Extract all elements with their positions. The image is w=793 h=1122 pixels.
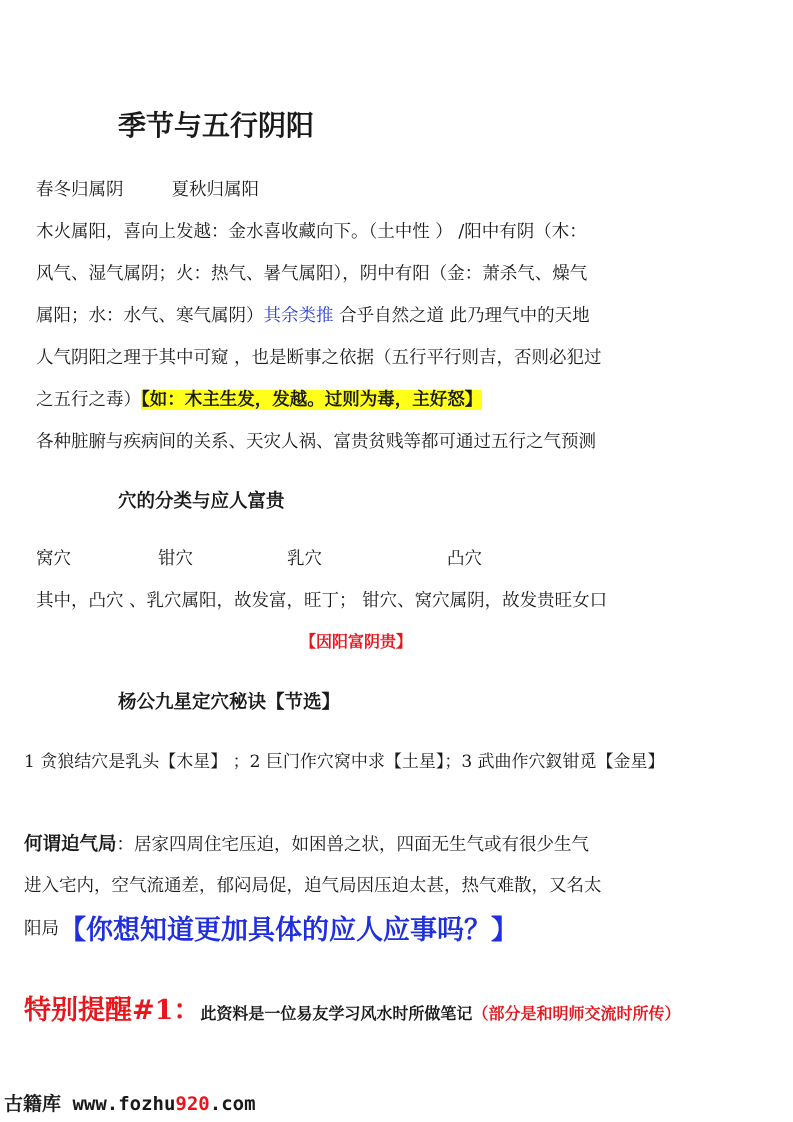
highlight-note: 【如：木主生发，发越。过则为毒，主好怒】 — [141, 390, 483, 410]
nine-stars-line: 1 贪狼结穴是乳头【木星】 ；2 巨门作穴窝中求【土星】；3 武曲作穴釵钳觅【金星】 — [24, 752, 665, 772]
site-suffix: .com — [209, 1093, 256, 1115]
season-yang: 夏秋归属阳 — [171, 180, 259, 200]
paragraph-line: 其中，凸穴 、乳穴属阳，故发富，旺丁； 钳穴、窝穴属阴，故发贵旺女口 — [36, 591, 608, 611]
paragraph-line: 风气、湿气属阴；火：热气、暑气属阳），阴中有阳（金：萧杀气、燥气 — [36, 264, 588, 284]
reminder-line — [24, 988, 680, 1027]
paragraph-line — [24, 830, 589, 856]
reminder-label: 特别提醒#1： — [24, 995, 201, 1026]
reminder-text: 此资料是一位易友学习风水时所做笔记 — [200, 1004, 473, 1023]
watermark-footer — [4, 1089, 256, 1116]
cave-type: 窝穴 — [36, 549, 71, 569]
paragraph-line: 人气阴阳之理于其中可窥 ，也是断事之依据（五行平行则吉，否则必犯过 — [36, 348, 602, 368]
paragraph-line — [24, 908, 518, 947]
paragraph-line — [36, 386, 482, 411]
cave-type: 钳穴 — [158, 549, 193, 569]
term-label: 何谓迫气局 — [24, 834, 117, 855]
paragraph-line: 各种脏腑与疾病间的关系、天灾人祸、富贵贫贱等都可通过五行之气预测 — [36, 432, 596, 452]
cave-type: 乳穴 — [287, 549, 322, 569]
paragraph-line — [36, 302, 590, 327]
paragraph-line: 木火属阳，喜向上发越：金水喜收藏向下。（土中性 ） /阳中有阴（木： — [36, 222, 587, 242]
promo-question: 【你想知道更加具体的应人应事吗？】 — [59, 915, 518, 946]
paragraph-text: ：居家四周住宅压迫，如困兽之状，四面无生气或有很少生气 — [116, 835, 590, 855]
reminder-note: （部分是和明师交流时所传） — [472, 1004, 681, 1023]
paragraph-text: 阳局 — [24, 919, 59, 939]
section-heading: 穴的分类与应人富贵 — [118, 491, 285, 512]
section-heading: 杨公九星定穴秘诀【节选】 — [118, 692, 341, 713]
paragraph-text: 之五行之毒） — [36, 390, 141, 410]
page-title: 季节与五行阴阳 — [118, 109, 315, 142]
season-yin: 春冬归属阴 — [36, 180, 124, 200]
brand-name: 古籍库 — [4, 1093, 62, 1115]
paragraph-text: 属阳；水：水气、寒气属阴） — [36, 306, 264, 326]
cave-type: 凸穴 — [447, 549, 482, 569]
paragraph-text: 合乎自然之道 此乃理气中的天地 — [333, 306, 590, 326]
site-prefix: www.fozhu — [72, 1093, 176, 1115]
season-line — [36, 176, 259, 201]
site-number: 920 — [175, 1093, 210, 1115]
analogy-note: 其余类推 — [263, 306, 334, 326]
paragraph-line: 进入宅内，空气流通差，郁闷局促，迫气局因压迫太甚，热气难散，又名太 — [24, 876, 602, 896]
red-note: 【因阳富阴贵】 — [300, 632, 413, 651]
